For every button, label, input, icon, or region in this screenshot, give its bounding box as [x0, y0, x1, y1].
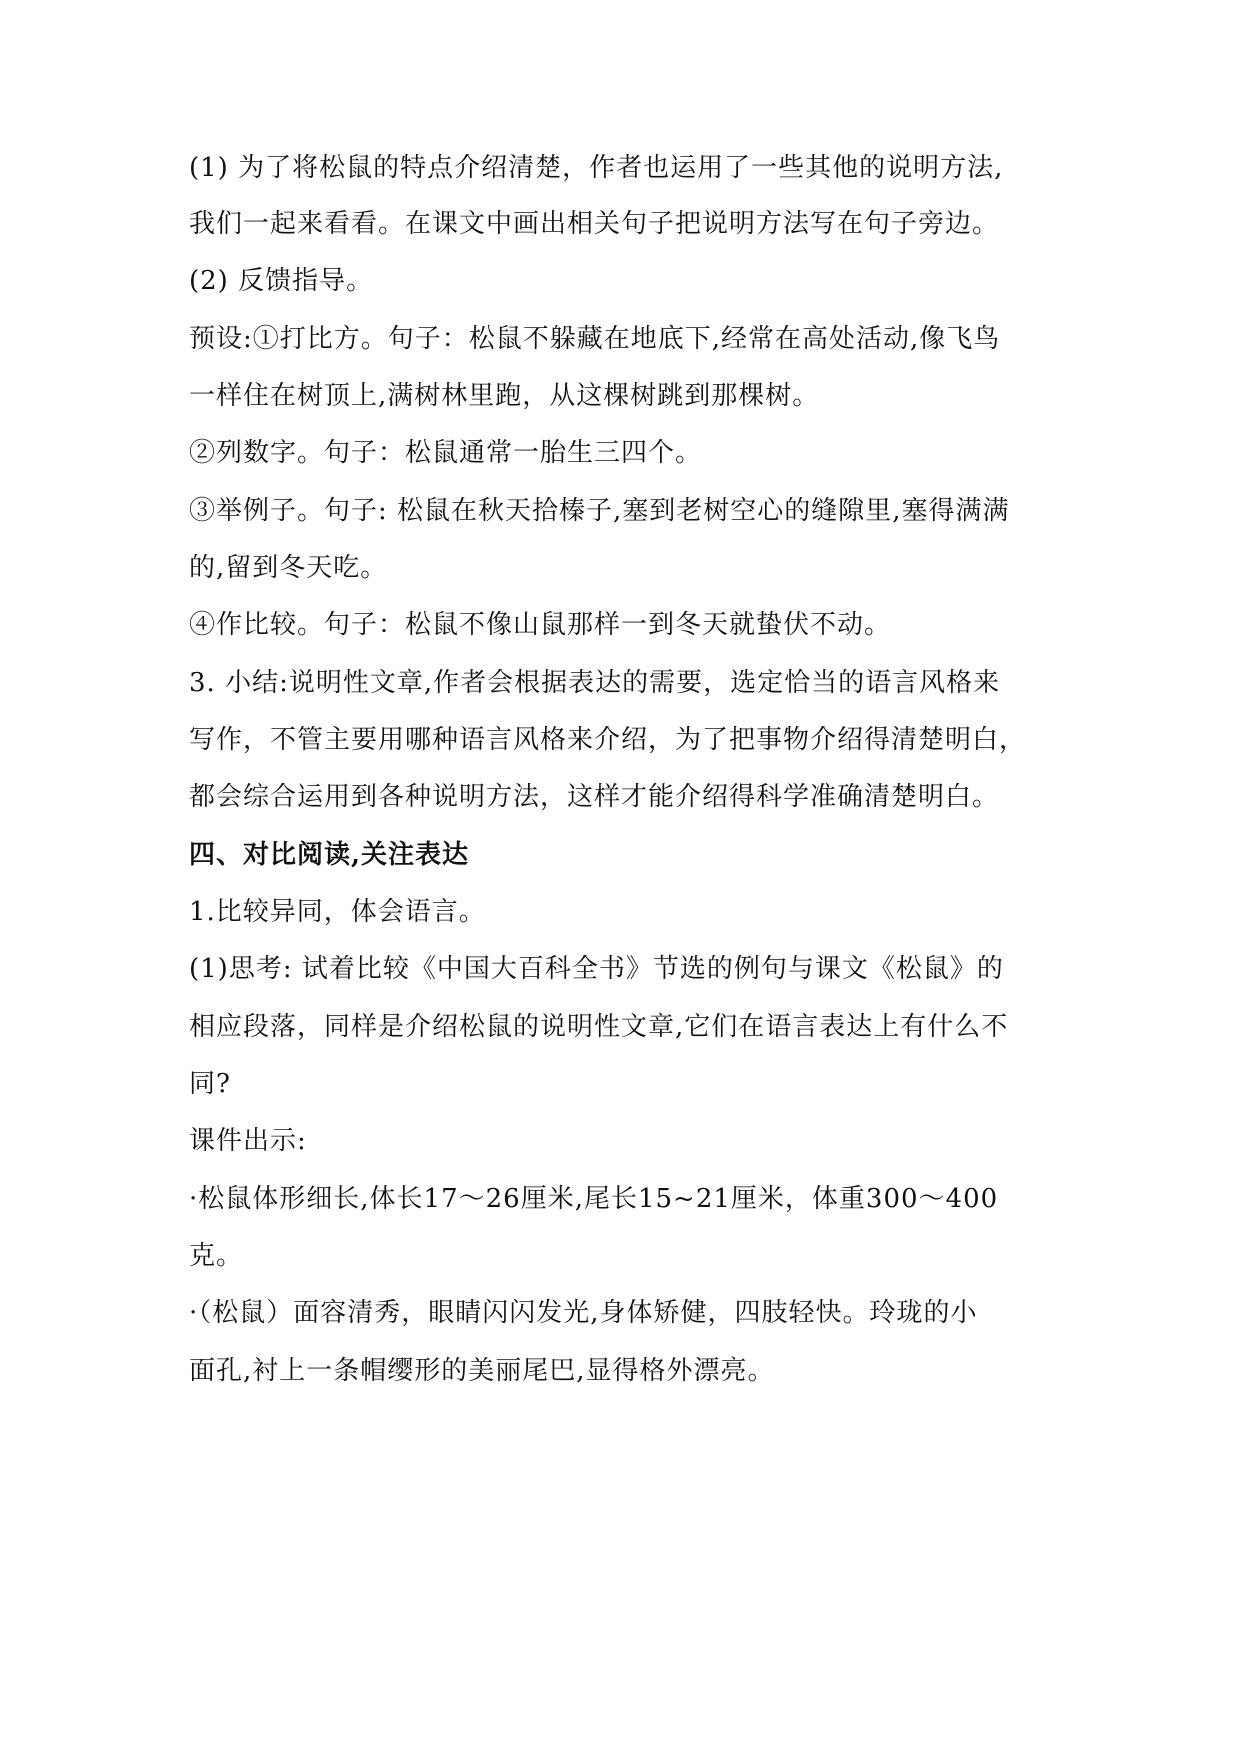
paragraph-line: (1)思考: 试着比较《中国大百科全书》节选的例句与课文《松鼠》的	[189, 954, 1004, 984]
paragraph-line: 的,留到冬天吃。	[189, 553, 388, 583]
bullet-line: ·松鼠体形细长,体长17～26厘米,尾长15~21厘米，体重300～400	[189, 1184, 999, 1214]
paragraph-line: (2) 反馈指导。	[189, 266, 374, 296]
paragraph-line: 预设:①打比方。句子：松鼠不躲藏在地底下,经常在高处活动,像飞鸟	[189, 324, 1001, 354]
paragraph-line: 面孔,衬上一条帽缨形的美丽尾巴,显得格外漂亮。	[189, 1356, 775, 1386]
paragraph-line: ②列数字。句子：松鼠通常一胎生三四个。	[189, 438, 703, 468]
paragraph-line: 我们一起来看看。在课文中画出相关句子把说明方法写在句子旁边。	[189, 209, 1000, 239]
paragraph-line: 1.比较异同，体会语言。	[189, 897, 486, 927]
paragraph-line: 相应段落，同样是介绍松鼠的说明性文章,它们在语言表达上有什么不	[189, 1012, 1009, 1042]
bullet-line: ·（松鼠）面容清秀，眼睛闪闪发光,身体矫健，四肢轻快。玲珑的小	[189, 1298, 978, 1328]
paragraph-line: 3. 小结:说明性文章,作者会根据表达的需要，选定恰当的语言风格来	[189, 668, 1001, 698]
section-heading: 四、对比阅读,关注表达	[189, 840, 470, 870]
paragraph-line: ③举例子。句子: 松鼠在秋天拾榛子,塞到老树空心的缝隙里,塞得满满	[189, 496, 1010, 526]
paragraph-line: 都会综合运用到各种说明方法，这样才能介绍得科学准确清楚明白。	[189, 782, 1000, 812]
paragraph-line: 一样住在树顶上,满树林里跑，从这棵树跳到那棵树。	[189, 381, 820, 411]
paragraph-line: ④作比较。句子：松鼠不像山鼠那样一到冬天就蛰伏不动。	[189, 610, 892, 640]
paragraph-line: 同?	[189, 1069, 231, 1099]
paragraph-line: 克。	[189, 1241, 244, 1271]
paragraph-line: 课件出示:	[189, 1126, 307, 1156]
paragraph-line: (1) 为了将松鼠的特点介绍清楚，作者也运用了一些其他的说明方法,	[189, 153, 1004, 183]
paragraph-line: 写作，不管主要用哪种语言风格来介绍，为了把事物介绍得清楚明白，	[189, 725, 1027, 755]
